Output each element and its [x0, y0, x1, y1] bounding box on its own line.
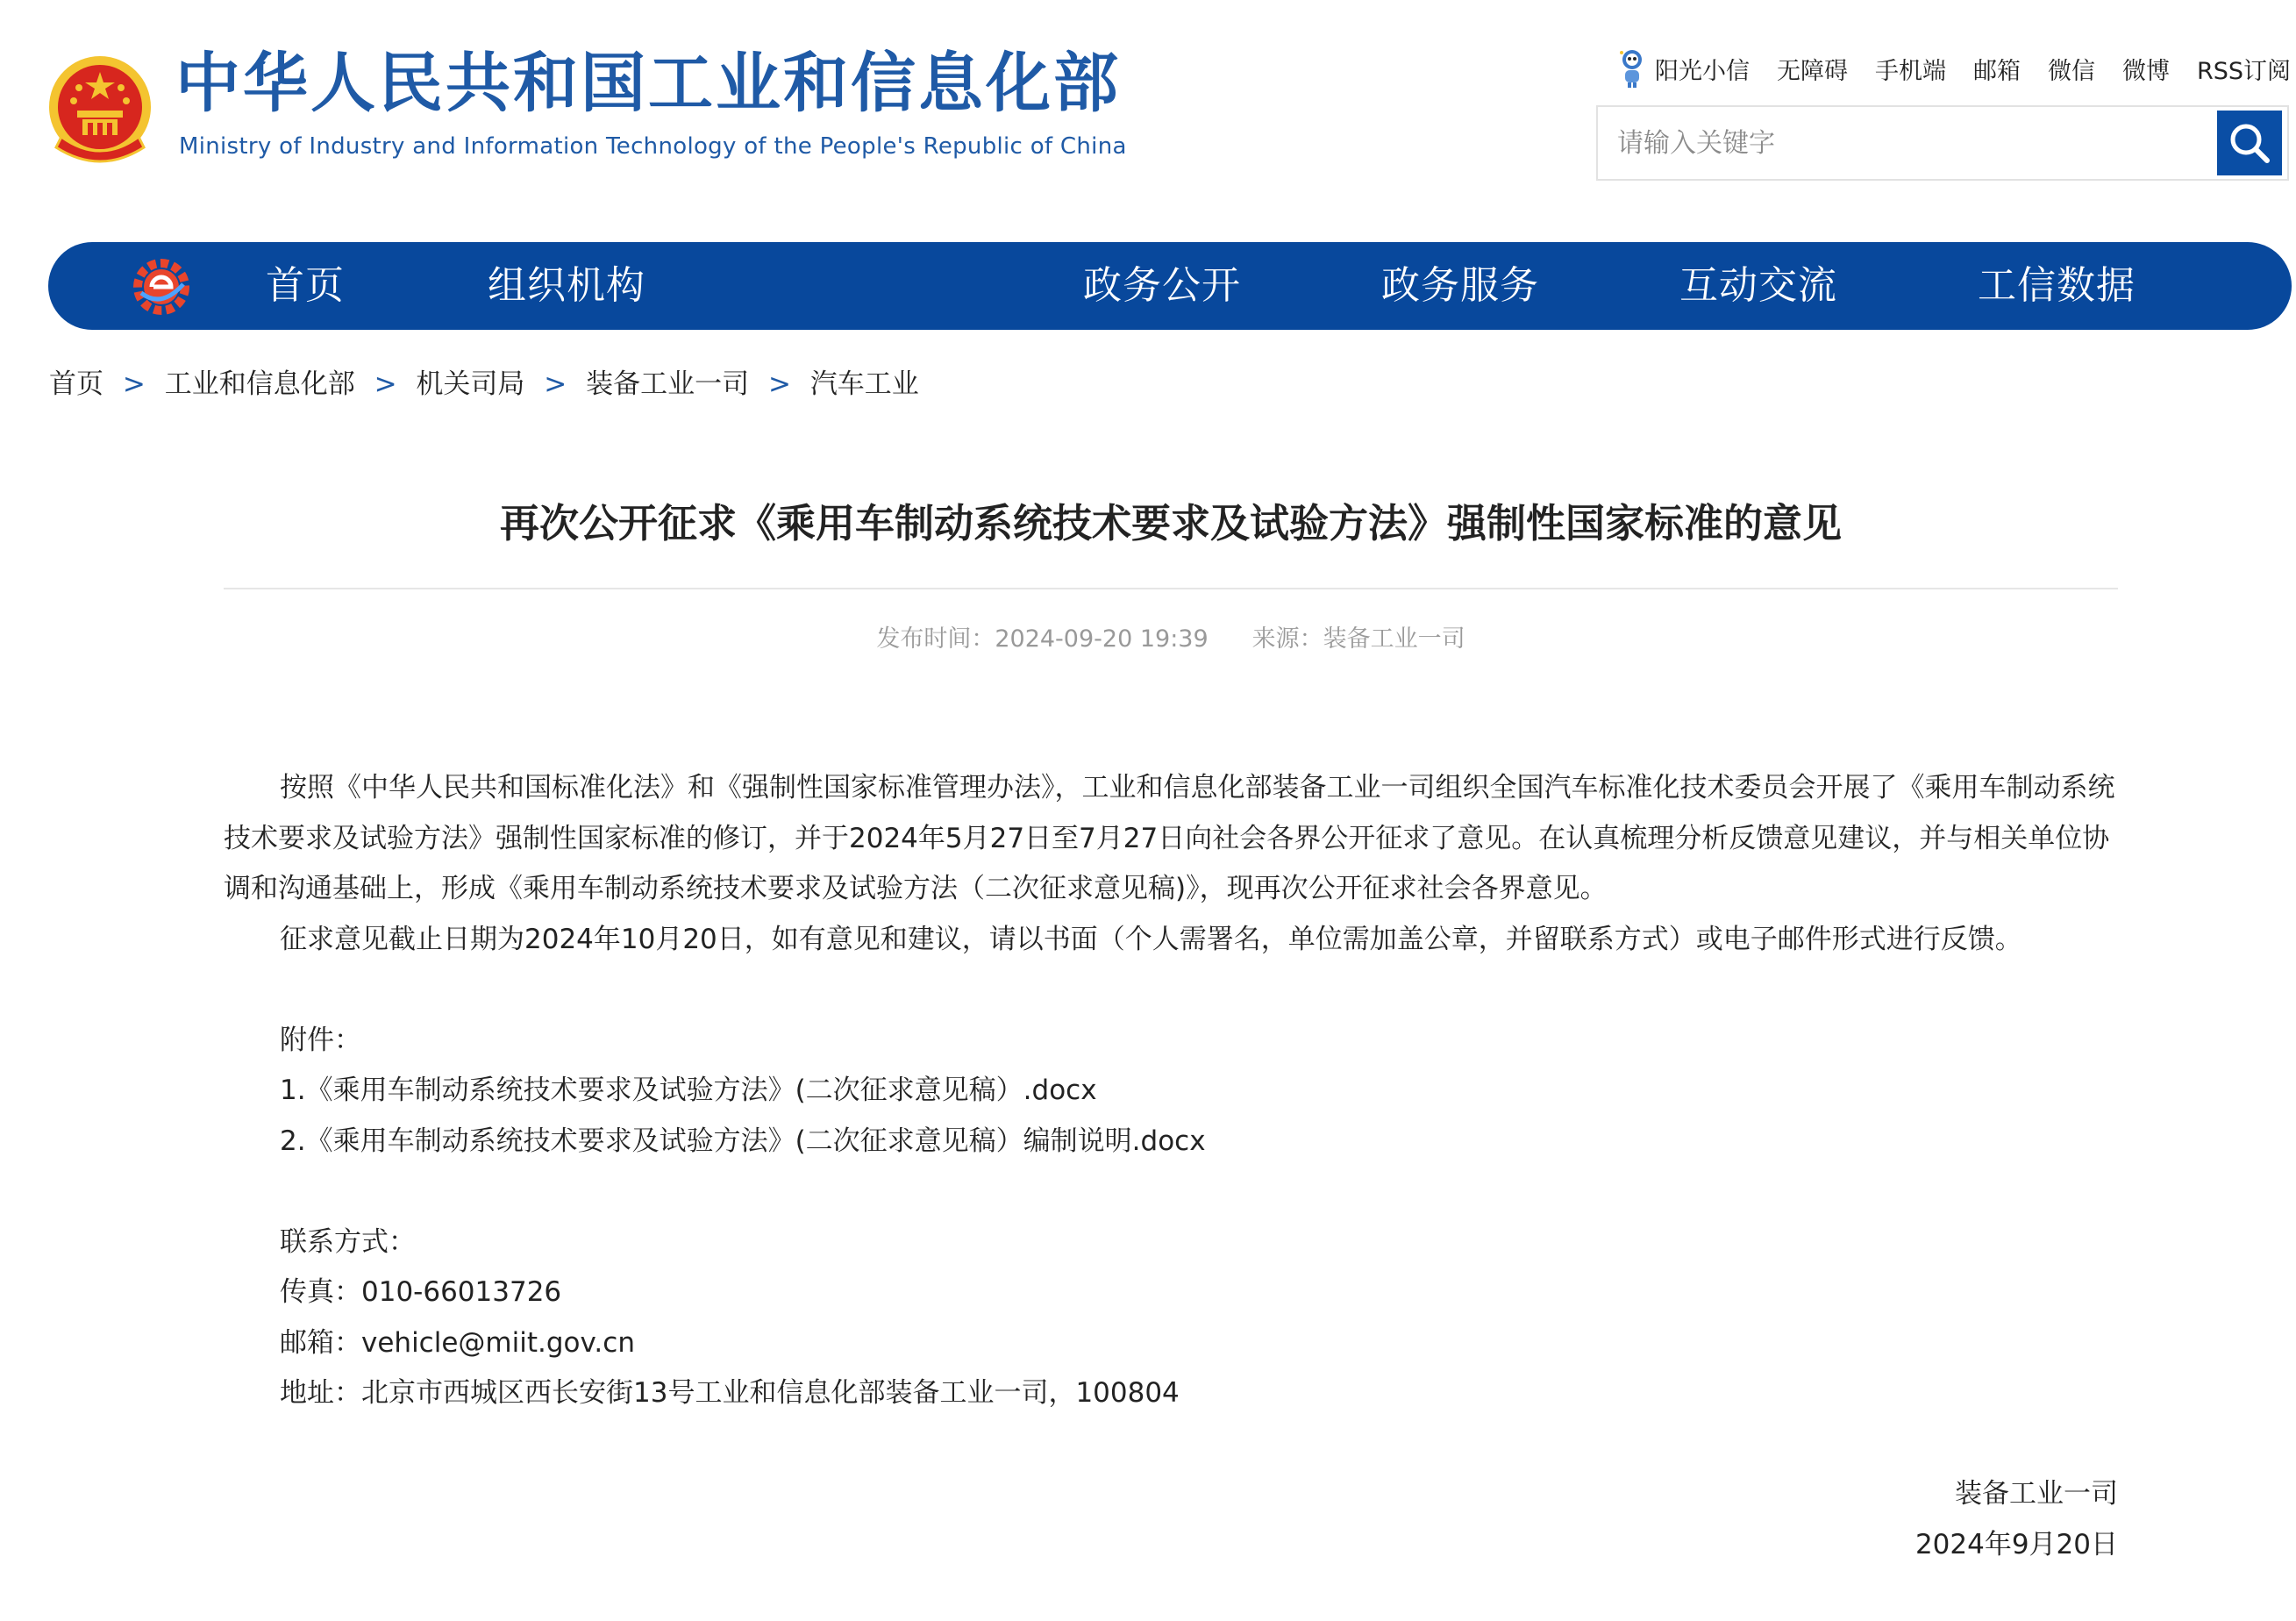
title-divider: [224, 588, 2118, 589]
breadcrumb-ministry[interactable]: 工业和信息化部: [164, 368, 355, 400]
contact-label: 联系方式：: [280, 1225, 416, 1258]
breadcrumb-equipment-dept[interactable]: 装备工业一司: [586, 368, 750, 400]
contact-address: 地址：北京市西城区西长安街13号工业和信息化部装备工业一司，100804: [280, 1377, 1180, 1409]
nav-item-government-affairs[interactable]: 政务公开: [1083, 263, 1241, 308]
site-subtitle: Ministry of Industry and Information Technology of the People's Republic of China: [179, 133, 1127, 160]
nav-item-government-services[interactable]: 政务服务: [1381, 263, 1539, 308]
signature-org: 装备工业一司: [1955, 1478, 2118, 1510]
nav-item-data[interactable]: 工信数据: [1978, 263, 2136, 308]
attachment-link[interactable]: 1.《乘用车制动系统技术要求及试验方法》(二次征求意见稿）.docx: [280, 1075, 1097, 1106]
site-title[interactable]: 中华人民共和国工业和信息化部: [175, 46, 1121, 121]
breadcrumb-home[interactable]: 首页: [49, 368, 103, 400]
nav-gear-logo-icon[interactable]: [132, 258, 190, 316]
utility-link-sunshine[interactable]: 阳光小信: [1654, 57, 1750, 85]
breadcrumb-separator: >: [544, 368, 567, 400]
source-value: 装备工业一司: [1323, 625, 1465, 653]
utility-link-mailbox[interactable]: 邮箱: [1972, 57, 2021, 85]
search-button[interactable]: [2217, 111, 2282, 175]
robot-mascot-icon[interactable]: [1616, 47, 1648, 89]
contact-fax: 传真：010-66013726: [280, 1276, 562, 1308]
contact-email: 邮箱：vehicle@miit.gov.cn: [280, 1326, 635, 1359]
search-box: [1596, 105, 2289, 181]
utility-links: [1616, 47, 2291, 89]
utility-link-rss[interactable]: RSS订阅: [2196, 57, 2291, 85]
search-icon: [2227, 120, 2272, 166]
body-paragraph: 按照《中华人民共和国标准化法》和《强制性国家标准管理办法》，工业和信息化部装备工业一司组织全国汽车标准化技术委员会开展了《乘用车制动系统技术要求及试验方法》强制性国家标准的修订，并于2024年5月27日至7月27日向社会各界公开征求了意见。在认真梳理分析反馈意见建议，并与相关单位协调和沟通基础上，形成《乘用车制动系统技术要求及试验方法（二次征求意见稿)》，现再次公开征求社会各界意见。: [224, 772, 2115, 904]
main-nav: [48, 242, 2292, 330]
breadcrumb: [49, 361, 919, 401]
breadcrumb-separator: >: [122, 368, 146, 400]
article-title: 再次公开征求《乘用车制动系统技术要求及试验方法》强制性国家标准的意见: [499, 500, 1842, 546]
article-meta: [224, 619, 2118, 653]
nav-item-organization[interactable]: 组织机构: [488, 263, 645, 308]
attachments-label: 附件：: [280, 1024, 361, 1056]
source-label: 来源：: [1251, 625, 1323, 653]
national-emblem-icon[interactable]: [46, 53, 154, 170]
publish-time-label: 发布时间：: [876, 625, 995, 653]
breadcrumb-auto-industry[interactable]: 汽车工业: [809, 368, 919, 400]
signature-date: 2024年9月20日: [1915, 1528, 2118, 1560]
nav-item-home[interactable]: 首页: [266, 263, 345, 308]
nav-item-interaction[interactable]: 互动交流: [1679, 263, 1837, 308]
search-input[interactable]: [1598, 107, 2212, 179]
body-paragraph: 征求意见截止日期为2024年10月20日，如有意见和建议，请以书面（个人需署名，单位需加盖公章，并留联系方式）或电子邮件形式进行反馈。: [280, 923, 2022, 955]
article-body: [224, 763, 2118, 1570]
utility-link-accessibility[interactable]: 无障碍: [1776, 57, 1848, 85]
utility-link-mobile[interactable]: 手机端: [1874, 57, 1946, 85]
publish-time: 2024-09-20 19:39: [995, 625, 1209, 653]
breadcrumb-separator: >: [374, 368, 397, 400]
attachment-link[interactable]: 2.《乘用车制动系统技术要求及试验方法》(二次征求意见稿）编制说明.docx: [280, 1125, 1206, 1157]
utility-link-wechat[interactable]: 微信: [2047, 57, 2095, 85]
breadcrumb-separator: >: [767, 368, 791, 400]
breadcrumb-departments[interactable]: 机关司局: [416, 368, 525, 400]
utility-link-weibo[interactable]: 微博: [2121, 57, 2170, 85]
